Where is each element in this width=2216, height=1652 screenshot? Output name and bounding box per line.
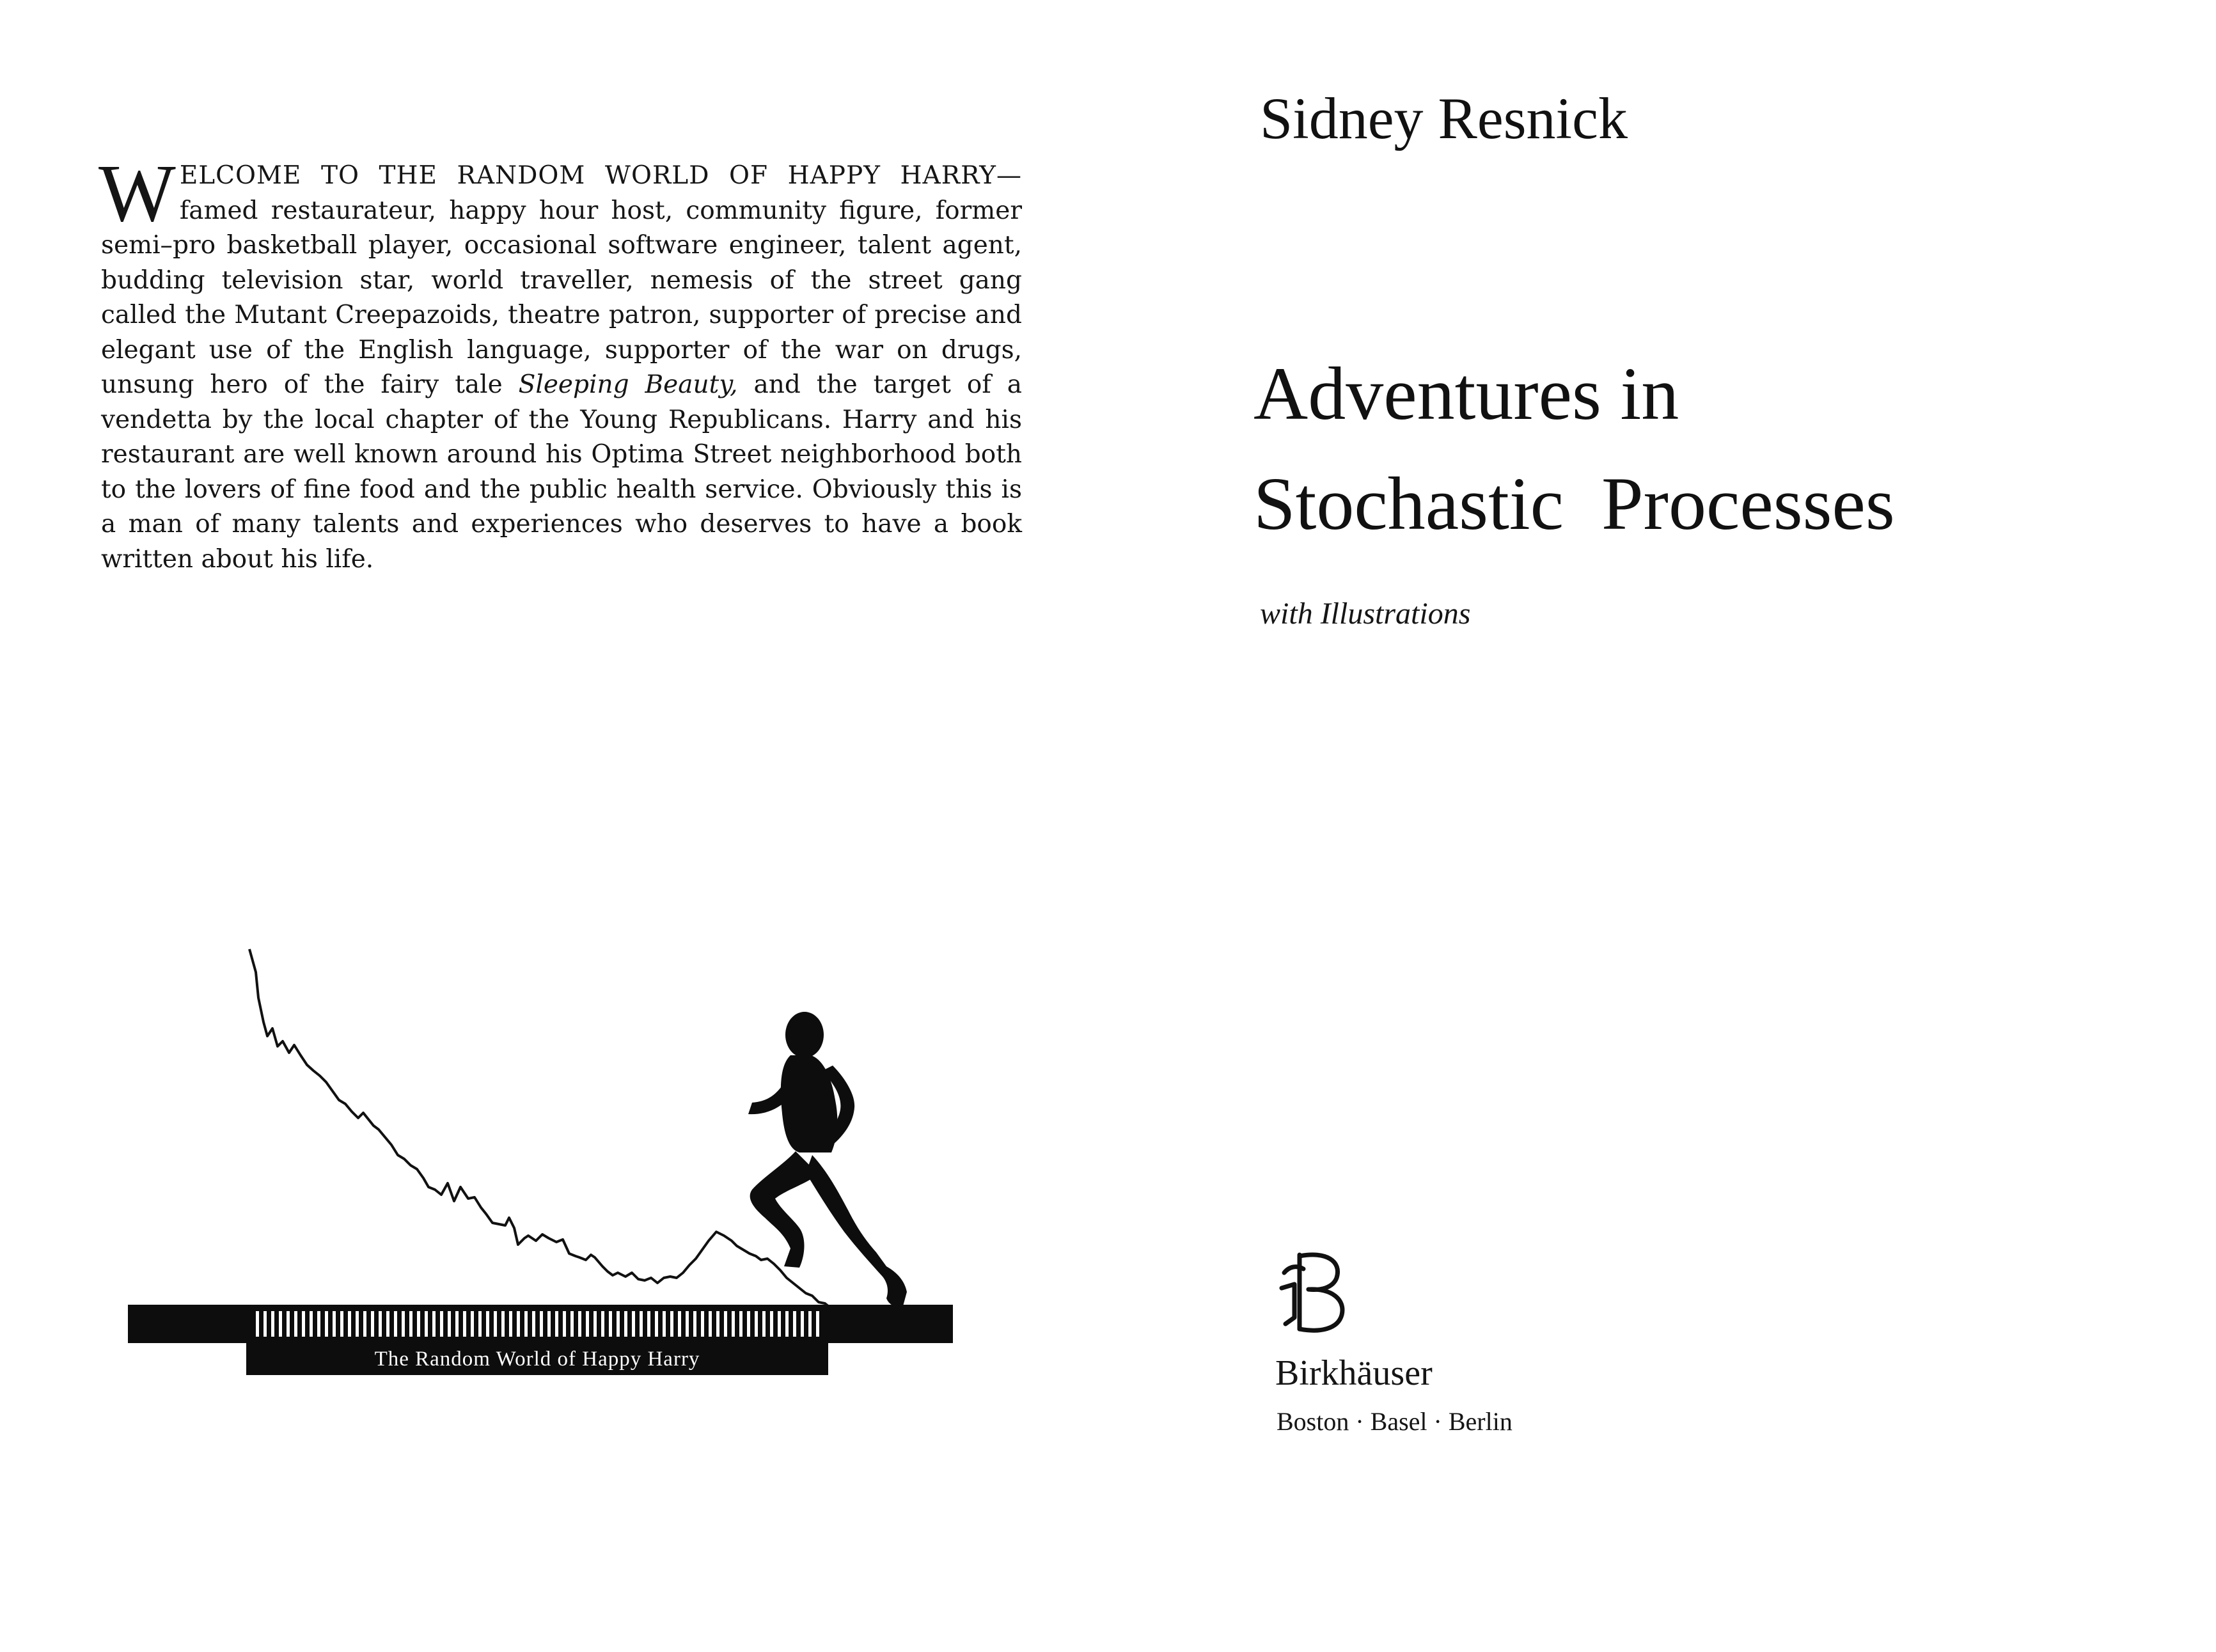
random-walk-path-icon xyxy=(249,949,944,1339)
birkhauser-logo-icon xyxy=(1275,1247,1349,1337)
blurb-text-part-2: and the target of a vendetta by the local chapter of the Young Republicans. Harry and his restaurant are well known around his Optima Street neighborhood both to the lovers of fine food and the public health service. Obviously this is a man of many talents and experiences who deserves to have a book written about his life. xyxy=(101,370,1023,574)
blurb-text-part-1: famed restaurateur, happy hour host, community figure, former semi–pro basketball player, occasional software engineer, talent agent, budding television star, world traveller, nemesis of the street gang called the Mutant Creepazoids, theatre patron, supporter of precise and elegant use of the English language, supporter of the war on drugs, unsung hero of the fairy tale xyxy=(101,196,1022,399)
publisher-cities: Boston · Basel · Berlin xyxy=(1277,1407,1513,1436)
title-line-1: Adventures in xyxy=(1253,352,1679,436)
illustration-graphic xyxy=(122,934,959,1394)
blurb-opening-caps: ELCOME TO THE RANDOM WORLD OF HAPPY HARRY— xyxy=(179,161,1022,190)
drop-cap: W xyxy=(98,148,176,239)
right-page xyxy=(1108,0,2216,1652)
random-walk-illustration xyxy=(122,934,959,1394)
subtitle: with Illustrations xyxy=(1260,597,1471,631)
publisher-logo-graphic xyxy=(1275,1247,1349,1337)
title-line-2: Stochastic Processes xyxy=(1253,462,1895,546)
publisher-name: Birkhäuser xyxy=(1275,1353,1433,1393)
author-name: Sidney Resnick xyxy=(1260,86,1628,151)
banner-label: The Random World of Happy Harry xyxy=(374,1348,700,1371)
blurb-paragraph xyxy=(98,148,1023,577)
blurb-italic-title: Sleeping Beauty, xyxy=(518,370,738,399)
book-title xyxy=(1253,339,1895,559)
